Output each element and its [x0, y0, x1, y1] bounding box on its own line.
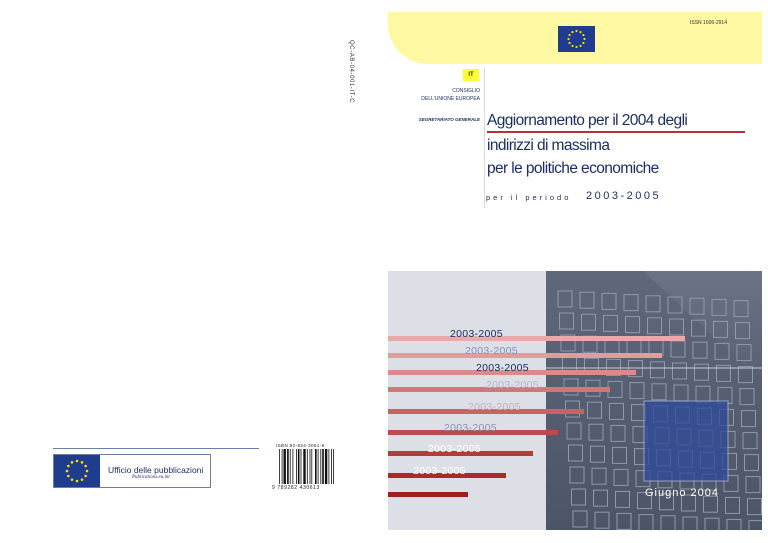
- publisher-rule: [53, 448, 259, 449]
- title-line-2: indirizzi di massima: [487, 137, 610, 154]
- barcode-bar: [322, 449, 324, 484]
- image-period-label: 2003-2005: [486, 379, 539, 391]
- eu-star: [568, 42, 570, 44]
- barcode-bar: [320, 449, 321, 484]
- barcode-bar: [282, 449, 283, 484]
- publisher-url: Publications.eu.int: [132, 475, 170, 480]
- eu-star: [567, 38, 569, 40]
- title-line-1: Aggiornamento per il 2004 degli: [487, 112, 688, 129]
- decorative-stripe: [388, 492, 468, 497]
- period-years: 2003-2005: [586, 190, 662, 202]
- isbn-label: ISBN 92-824-3061-8: [276, 443, 325, 448]
- barcode-bar: [310, 449, 311, 484]
- barcode-bar: [303, 449, 305, 484]
- eu-flag-icon: [54, 455, 100, 487]
- vertical-divider: [484, 68, 485, 208]
- decorative-stripe: [388, 336, 685, 341]
- barcode-bar: [301, 449, 302, 484]
- image-period-label: 2003-2005: [413, 465, 466, 477]
- eu-star: [583, 38, 585, 40]
- image-period-label: 2003-2005: [465, 345, 518, 357]
- council-name-line-2: DELL'UNIONE EUROPEA: [421, 96, 480, 102]
- barcode-bar: [296, 449, 297, 484]
- eu-star: [575, 30, 577, 32]
- publication-month: Giugno 2004: [645, 487, 719, 499]
- eu-star: [81, 478, 84, 481]
- period-label: per il periodo: [486, 193, 572, 202]
- barcode-icon: [278, 449, 360, 484]
- eu-star: [571, 45, 573, 47]
- barcode-bar: [307, 449, 308, 484]
- secretariat-label: SEGRETARIATO GENERALE: [418, 117, 480, 122]
- eu-flag-icon: [558, 26, 595, 52]
- barcode-bar: [284, 449, 286, 484]
- barcode-digits: 9 789282 430613: [272, 485, 320, 491]
- image-period-label: 2003-2005: [444, 422, 497, 434]
- eu-star: [568, 34, 570, 36]
- barcode-bar: [333, 449, 334, 484]
- publisher-name: Ufficio delle pubblicazioni: [108, 465, 204, 475]
- eu-star: [86, 470, 89, 473]
- publisher-logo: [53, 454, 211, 488]
- barcode-bar: [279, 449, 280, 484]
- barcode-bar: [293, 449, 294, 484]
- catalogue-code: QC-AB-04-001-IT-C: [348, 40, 354, 104]
- barcode-bar: [315, 449, 317, 484]
- image-period-label: 2003-2005: [468, 401, 521, 413]
- eu-star: [66, 470, 69, 473]
- barcode-bar: [290, 449, 291, 484]
- eu-star: [582, 34, 584, 36]
- barcode-bar: [287, 449, 289, 484]
- image-period-label: 2003-2005: [428, 443, 481, 455]
- eu-star: [575, 46, 577, 48]
- eu-star: [84, 475, 87, 478]
- eu-star: [579, 31, 581, 33]
- eu-star: [71, 461, 74, 464]
- barcode-bar: [329, 449, 330, 484]
- eu-star: [84, 465, 87, 468]
- image-period-label: 2003-2005: [476, 362, 529, 374]
- title-line-3: per le politiche economiche: [487, 160, 659, 177]
- image-period-label: 2003-2005: [450, 328, 503, 340]
- title-underline: [487, 131, 745, 133]
- language-badge: IT: [463, 69, 479, 81]
- eu-star: [582, 42, 584, 44]
- eu-star: [67, 465, 70, 468]
- eu-star: [81, 461, 84, 464]
- barcode-bar: [298, 449, 300, 484]
- decorative-stripe: [388, 353, 662, 358]
- eu-star: [67, 475, 70, 478]
- council-name-line-1: CONSIGLIO: [452, 88, 480, 94]
- issn-label: ISSN 1606-2914: [690, 20, 727, 26]
- eu-star: [571, 31, 573, 33]
- barcode-bar: [325, 449, 327, 484]
- barcode-bar: [318, 449, 319, 484]
- barcode-bar: [331, 449, 332, 484]
- eu-star: [579, 45, 581, 47]
- barcode-bar: [311, 449, 312, 484]
- eu-star: [76, 460, 79, 463]
- eu-star: [71, 478, 74, 481]
- eu-star: [76, 480, 79, 483]
